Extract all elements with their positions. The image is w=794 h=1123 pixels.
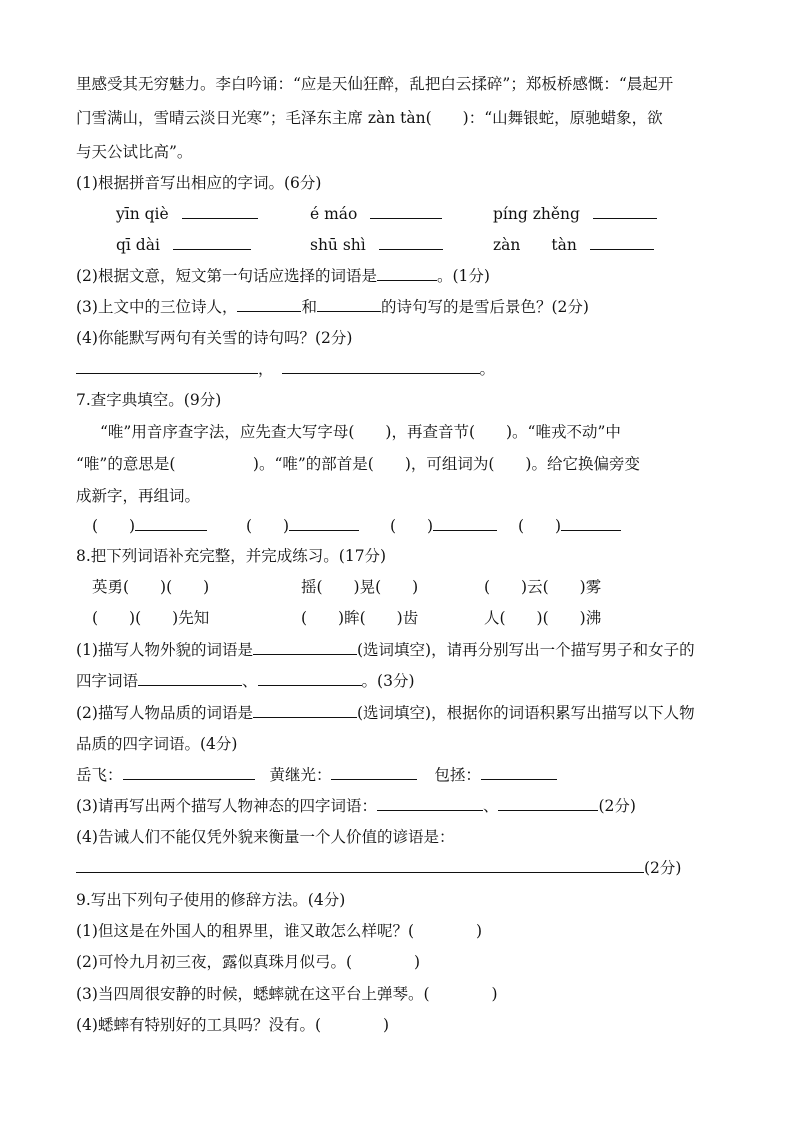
q8-part2-names [76, 764, 557, 786]
q6-part4-comma: ， [258, 360, 274, 378]
answer-blank[interactable] [593, 204, 657, 219]
answer-blank[interactable] [138, 671, 242, 686]
q7-new-word-item [92, 515, 207, 537]
radical-paren[interactable]: ( ) [390, 517, 434, 535]
idiom-fill-item[interactable]: 人( )( )沸 [484, 609, 602, 627]
pinyin-label: shū shì [310, 236, 366, 254]
q6-part2-prompt: (2)根据文意，短文第一句话应选择的词语是 [76, 267, 377, 285]
pinyin-label: yīn qiè [116, 205, 169, 223]
q9-sentence-2[interactable]: (2)可怜九月初三夜，露似真珠月似弓。( ) [76, 953, 421, 971]
pinyin-item [116, 203, 258, 225]
q8-part2-prompt: (2)描写人物品质的词语是 [76, 704, 253, 722]
pinyin-item [310, 203, 442, 225]
q6-part3 [76, 296, 589, 318]
q6-part3-and: 和 [301, 298, 317, 316]
q7-new-word-item [390, 515, 497, 537]
q7-title: 7.查字典填空。(9分) [76, 391, 222, 409]
answer-blank[interactable] [331, 765, 417, 780]
pinyin-item [493, 203, 657, 225]
q7-text-line-1: “唯”用音序查字法，应先查大写字母( )，再查音节( )。“唯戎不动”中 [100, 423, 621, 441]
answer-blank[interactable] [282, 359, 480, 374]
q8-title: 8.把下列词语补充完整，并完成练习。(17分) [76, 547, 387, 565]
q7-text-line-3: 成新字，再组词。 [76, 487, 201, 505]
q6-part3-prompt: (3)上文中的三位诗人， [76, 298, 238, 316]
answer-blank[interactable] [370, 204, 442, 219]
answer-blank[interactable] [173, 235, 251, 250]
answer-blank[interactable] [253, 640, 357, 655]
q6-part4-answer [76, 358, 495, 380]
q9-sentence-4[interactable]: (4)蟋蟀有特别好的工具吗？没有。( ) [76, 1016, 390, 1034]
answer-blank[interactable] [379, 235, 443, 250]
answer-blank[interactable] [76, 858, 644, 873]
q8-part1-line-2 [76, 670, 415, 692]
q8-part1-label: 四字词语 [76, 672, 139, 690]
answer-blank[interactable] [182, 204, 258, 219]
answer-blank[interactable] [498, 796, 598, 811]
q8-part4-prompt: (4)告诫人们不能仅凭外貌来衡量一个人价值的谚语是： [76, 828, 455, 846]
idiom-fill-item[interactable]: ( )( )先知 [92, 609, 210, 627]
q9-sentence-1[interactable]: (1)但这是在外国人的租界里，谁又敢怎么样呢？( ) [76, 922, 483, 940]
q8-part3 [76, 795, 636, 817]
pinyin-item [310, 234, 443, 256]
q8-part4-answer [76, 857, 681, 879]
passage-line-2: 门雪满山，雪晴云淡日光寒”；毛泽东主席 zàn tàn( )：“山舞银蛇，原驰蜡象，欲 [76, 109, 663, 127]
q8-part3-sep: 、 [482, 797, 499, 815]
idiom-fill-item[interactable]: 摇( )晃( ) [301, 578, 419, 596]
answer-blank[interactable] [135, 516, 207, 531]
q8-part4-score: (2分) [644, 859, 682, 877]
radical-paren[interactable]: ( ) [92, 517, 136, 535]
idiom-fill-item[interactable]: ( )云( )雾 [484, 578, 602, 596]
q6-part3-tail: 的诗句写的是雪后景色？(2分) [380, 298, 589, 316]
q6-part1-prompt: (1)根据拼音写出相应的字词。(6分) [76, 174, 322, 192]
answer-blank[interactable] [433, 516, 497, 531]
name-huangjiguang: 黄继光： [269, 766, 332, 784]
answer-blank[interactable] [237, 297, 301, 312]
radical-paren[interactable]: ( ) [518, 517, 562, 535]
answer-blank[interactable] [289, 516, 359, 531]
q8-part2-line-2: 品质的四字词语。(4分) [76, 735, 238, 753]
answer-blank[interactable] [561, 516, 621, 531]
pinyin-item [116, 234, 251, 256]
answer-blank[interactable] [123, 765, 255, 780]
pinyin-label: píng zhěng [493, 205, 580, 223]
pinyin-label: é máo [310, 205, 358, 223]
answer-blank[interactable] [317, 297, 381, 312]
passage-line-1: 里感受其无穷魅力。李白吟诵：“应是天仙狂醉，乱把白云揉碎”；郑板桥感慨：“晨起开 [76, 75, 674, 93]
q8-part3-score: (2分) [598, 797, 636, 815]
name-baozheng: 包拯： [434, 766, 481, 784]
name-yuefei: 岳飞： [76, 766, 123, 784]
q9-title: 9.写出下列句子使用的修辞方法。(4分) [76, 891, 346, 909]
answer-blank[interactable] [590, 235, 654, 250]
q6-part4-prompt: (4)你能默写两句有关雪的诗句吗？(2分) [76, 329, 353, 347]
q8-part1-sep: 、 [242, 672, 258, 690]
answer-blank[interactable] [481, 765, 557, 780]
pinyin-item [493, 234, 654, 256]
q7-new-word-item [246, 515, 359, 537]
q6-part2 [76, 265, 490, 287]
idiom-fill-item[interactable]: ( )眸( )齿 [301, 609, 419, 627]
q8-part2-line-1 [76, 702, 695, 724]
q8-part1-prompt: (1)描写人物外貌的词语是 [76, 641, 253, 659]
q8-part2-tail: (选词填空)，根据你的词语积累写出描写以下人物 [356, 704, 695, 722]
pinyin-label: qī dài [116, 236, 160, 254]
q6-part4-end: 。 [479, 360, 496, 378]
q8-part1-score: 。(3分) [361, 672, 415, 690]
answer-blank[interactable] [253, 703, 357, 718]
q7-new-word-item [518, 515, 621, 537]
passage-line-3: 与天公试比高”。 [76, 143, 193, 161]
answer-blank[interactable] [76, 359, 258, 374]
q6-part2-score: 。(1分) [436, 267, 490, 285]
answer-blank[interactable] [377, 266, 437, 281]
radical-paren[interactable]: ( ) [246, 517, 290, 535]
idiom-fill-item[interactable]: 英勇( )( ) [92, 578, 210, 596]
q8-part1-line-1 [76, 639, 695, 661]
q8-part3-prompt: (3)请再写出两个描写人物神态的四字词语： [76, 797, 377, 815]
answer-blank[interactable] [258, 671, 362, 686]
q9-sentence-3[interactable]: (3)当四周很安静的时候，蟋蟀就在这平台上弹琴。( ) [76, 985, 498, 1003]
answer-blank[interactable] [377, 796, 483, 811]
q7-text-line-2: “唯”的意思是( )。“唯”的部首是( )，可组词为( )。给它换偏旁变 [76, 455, 640, 473]
pinyin-label: zàn tàn [493, 236, 577, 254]
q8-part1-tail: (选词填空)，请再分别写出一个描写男子和女子的 [356, 641, 695, 659]
